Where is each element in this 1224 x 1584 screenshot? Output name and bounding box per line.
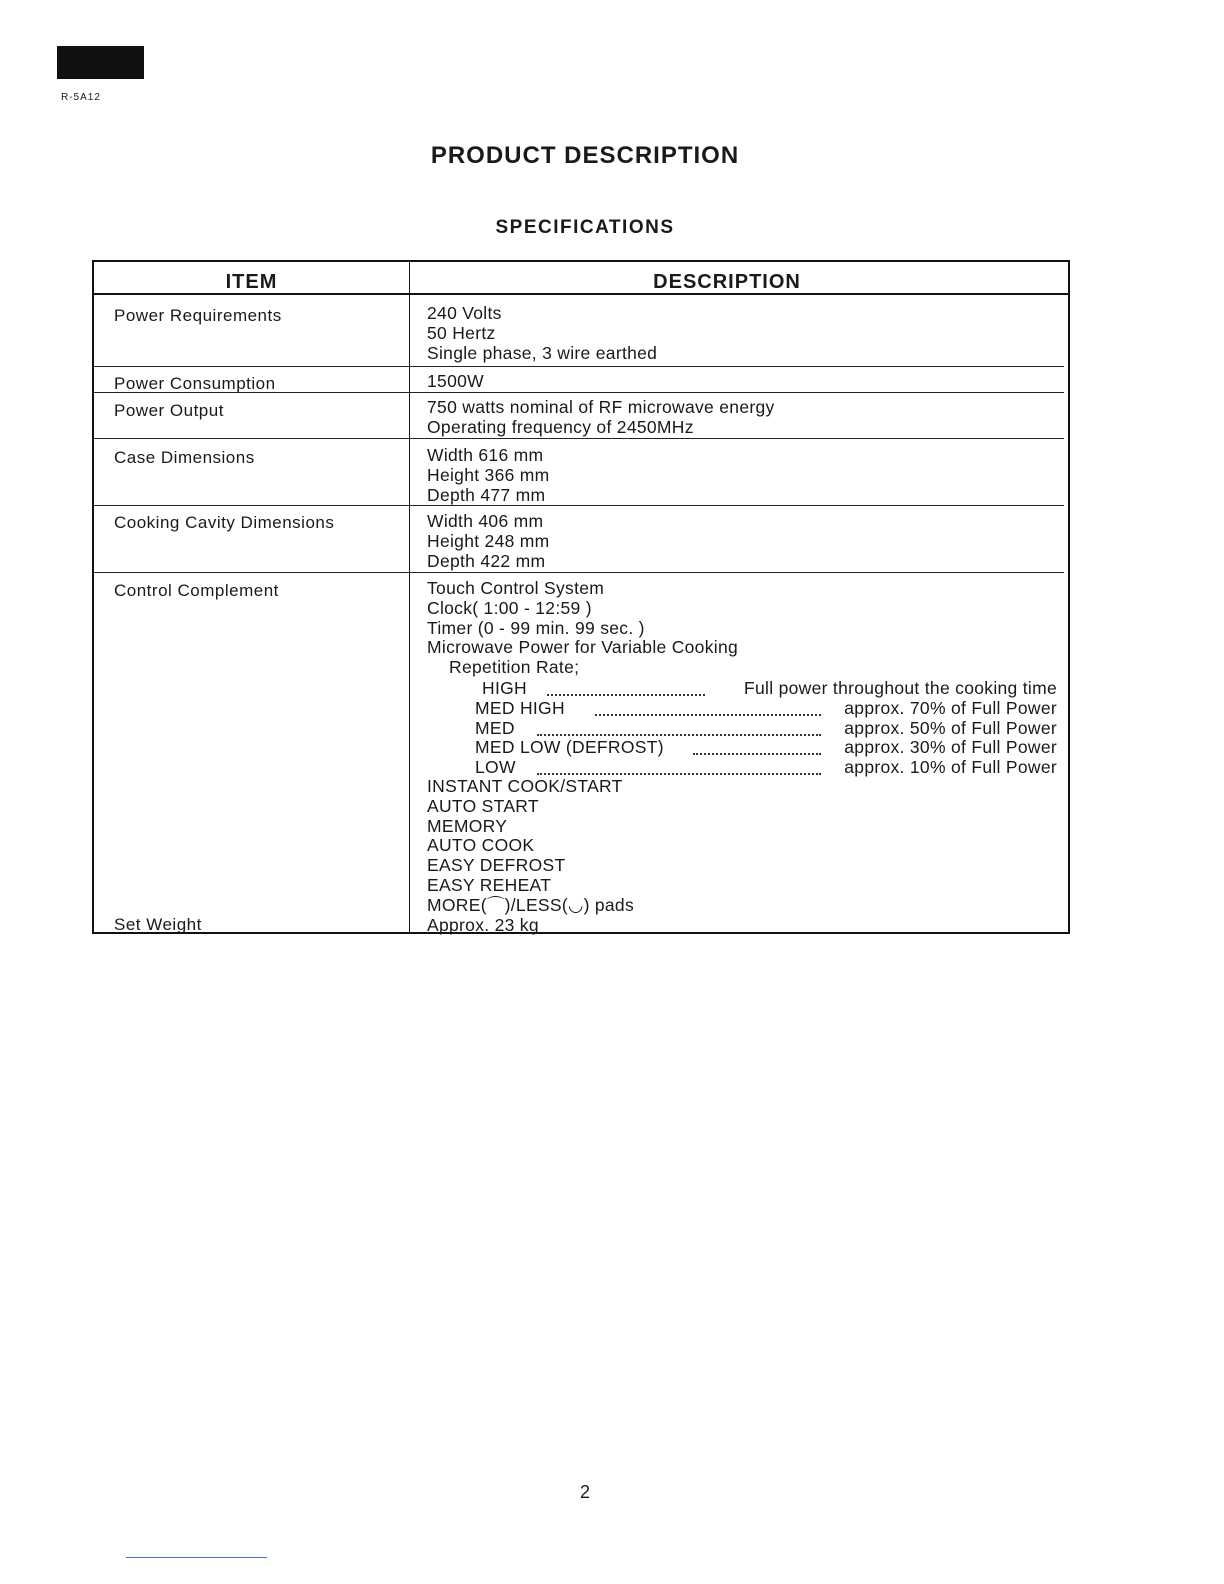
desc-line: AUTO COOK <box>427 835 535 856</box>
desc-line: 50 Hertz <box>427 322 496 343</box>
row-divider <box>94 438 1064 439</box>
power-rate-value: approx. 50% of Full Power <box>844 717 1057 738</box>
power-rate-low <box>427 757 1067 777</box>
item-case-dimensions: Case Dimensions <box>114 448 255 467</box>
power-rate-name: HIGH <box>482 677 527 698</box>
desc-line: Height 248 mm <box>427 530 550 551</box>
leader-dots <box>537 718 821 736</box>
power-rate-value: approx. 10% of Full Power <box>844 757 1057 778</box>
desc-power-consumption <box>427 372 1067 392</box>
leader-dots <box>537 757 821 775</box>
column-divider <box>409 262 410 932</box>
power-rate-value: approx. 70% of Full Power <box>844 697 1057 718</box>
desc-line: Repetition Rate; <box>449 657 580 678</box>
power-rate-name: MED LOW (DEFROST) <box>475 737 664 758</box>
desc-line: Single phase, 3 wire earthed <box>427 342 658 363</box>
item-control-complement: Control Complement <box>114 581 279 600</box>
power-rate-name: MED HIGH <box>475 697 565 718</box>
desc-line: MORE(⌒)/LESS(◡) pads <box>427 894 635 915</box>
column-header-description: DESCRIPTION <box>653 271 801 293</box>
desc-line: AUTO START <box>427 795 539 816</box>
desc-cooking-cavity-dimensions <box>427 512 1067 571</box>
item-power-requirements: Power Requirements <box>114 306 282 325</box>
desc-line: EASY REHEAT <box>427 874 552 895</box>
power-rate-med-low <box>427 737 1067 757</box>
row-divider <box>94 366 1064 367</box>
desc-line: Approx. 23 kg <box>427 914 539 935</box>
power-rate-high <box>427 678 1067 698</box>
page-number: 2 <box>579 1482 590 1502</box>
desc-line: MEMORY <box>427 815 508 836</box>
desc-line: 750 watts nominal of RF microwave energy <box>427 397 775 417</box>
row-divider <box>94 572 1064 573</box>
desc-line: 1500W <box>427 371 484 391</box>
section-title: SPECIFICATIONS <box>495 217 675 238</box>
leader-dots <box>595 698 821 716</box>
desc-line: 240 Volts <box>427 303 502 323</box>
desc-line: Timer (0 - 99 min. 99 sec. ) <box>427 617 645 638</box>
power-rate-name: LOW <box>475 757 516 778</box>
column-header-item: ITEM <box>225 271 278 293</box>
desc-line: Microwave Power for Variable Cooking <box>427 637 739 658</box>
desc-control-complement <box>427 579 1067 935</box>
page-title: PRODUCT DESCRIPTION <box>430 142 740 169</box>
specifications-table <box>92 260 1070 934</box>
item-set-weight: Set Weight <box>114 915 202 934</box>
item-cooking-cavity-dimensions: Cooking Cavity Dimensions <box>114 513 335 532</box>
desc-line: Operating frequency of 2450MHz <box>427 416 694 437</box>
desc-line: Width 406 mm <box>427 511 544 531</box>
black-header-tab <box>57 46 144 79</box>
power-rate-med-high <box>427 698 1067 718</box>
item-power-consumption: Power Consumption <box>114 374 276 393</box>
power-rate-value: approx. 30% of Full Power <box>844 737 1057 758</box>
desc-case-dimensions <box>427 446 1067 505</box>
desc-line: Depth 477 mm <box>427 484 546 505</box>
desc-line: INSTANT COOK/START <box>427 775 623 796</box>
header-divider <box>94 293 1068 295</box>
desc-line: Height 366 mm <box>427 464 550 485</box>
power-rate-med <box>427 718 1067 738</box>
desc-power-requirements <box>427 304 1067 363</box>
desc-power-output <box>427 398 1067 438</box>
leader-dots <box>693 737 821 755</box>
power-rate-name: MED <box>475 717 515 738</box>
desc-line: Depth 422 mm <box>427 550 546 571</box>
power-rate-value: Full power throughout the cooking time <box>744 677 1057 698</box>
desc-line: Clock( 1:00 - 12:59 ) <box>427 597 592 618</box>
row-divider <box>94 505 1064 506</box>
leader-dots <box>547 678 705 696</box>
footer-rule <box>126 1557 267 1558</box>
model-code: R-5A12 <box>61 92 101 103</box>
row-divider <box>94 392 1064 393</box>
desc-line: Width 616 mm <box>427 445 544 465</box>
item-power-output: Power Output <box>114 401 224 420</box>
desc-line: EASY DEFROST <box>427 855 566 876</box>
desc-line: Touch Control System <box>427 578 605 598</box>
